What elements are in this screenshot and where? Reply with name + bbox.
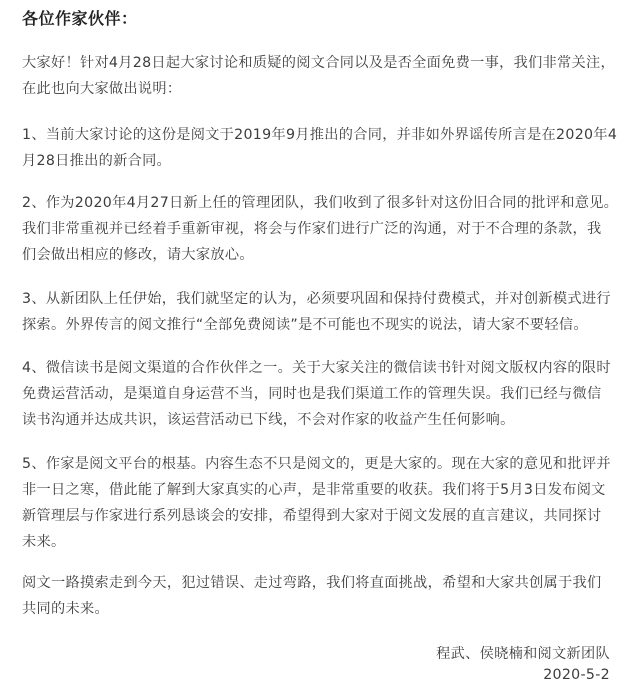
text-line: 在此也向大家做出说明： (22, 81, 182, 97)
letter-salutation: 各位作家伙伴： (22, 9, 138, 28)
text-line: 大家好！针对4月28日起大家讨论和质疑的阅文合同以及是否全面免费一事，我们非常关注， (22, 55, 615, 71)
text-line: 5、作家是阅文平台的根基。内容生态不只是阅文的，更是大家的。现在大家的意见和批评并 (22, 456, 611, 472)
paragraph-greeting (22, 50, 626, 102)
paragraph-point-1 (22, 122, 626, 174)
text-line: 新管理层与作家进行系列恳谈会的安排，希望得到大家对于阅文发展的直言建议，共同探讨 (22, 508, 602, 524)
text-line: 探索。外界传言的阅文推行“全部免费阅读”是不可能也不现实的说法，请大家不要轻信。 (22, 317, 588, 333)
text-line: 阅文一路摸索走到今天，犯过错误、走过弯路，我们将直面挑战，希望和大家共创属于我们 (22, 575, 602, 591)
text-line: 免费运营活动，是渠道自身运营不当，同时也是我们渠道工作的管理失误。我们已经与微信 (22, 386, 602, 402)
paragraph-point-3 (22, 286, 626, 338)
date: 2020-5-2 (543, 667, 610, 683)
text-line: 3、从新团队上任伊始，我们就坚定的认为，必须要巩固和保持付费模式，并对创新模式进行 (22, 291, 611, 307)
signature: 程武、侯晓楠和阅文新团队 (436, 646, 610, 662)
text-line: 我们非常重视并已经着手重新审视，将会与作家们进行广泛的沟通，对于不合理的条款，我 (22, 221, 602, 237)
paragraph-point-2 (22, 190, 626, 268)
text-line: 2、作为2020年4月27日新上任的管理团队，我们收到了很多针对这份旧合同的批评和意见。 (22, 195, 619, 211)
text-line: 1、当前大家讨论的这份是阅文于2019年9月推出的合同，并非如外界谣传所言是在2020年4 (22, 127, 618, 143)
text-line: 读书沟通并达成共识，该运营活动已下线，不会对作家的收益产生任何影响。 (22, 412, 515, 428)
paragraph-point-5 (22, 451, 626, 555)
text-line: 共同的未来。 (22, 601, 109, 617)
text-line: 未来。 (22, 534, 66, 550)
text-line: 们会做出相应的修改，请大家放心。 (22, 247, 254, 263)
text-line: 月28日推出的新合同。 (22, 153, 172, 169)
text-line: 非一日之寒，借此能了解到大家真实的心声，是非常重要的收获。我们将于5月3日发布阅文 (22, 482, 606, 498)
paragraph-point-4 (22, 355, 626, 433)
text-line: 4、微信读书是阅文渠道的合作伙伴之一。关于大家关注的微信读书针对阅文版权内容的限时 (22, 360, 611, 376)
paragraph-closing (22, 570, 626, 622)
